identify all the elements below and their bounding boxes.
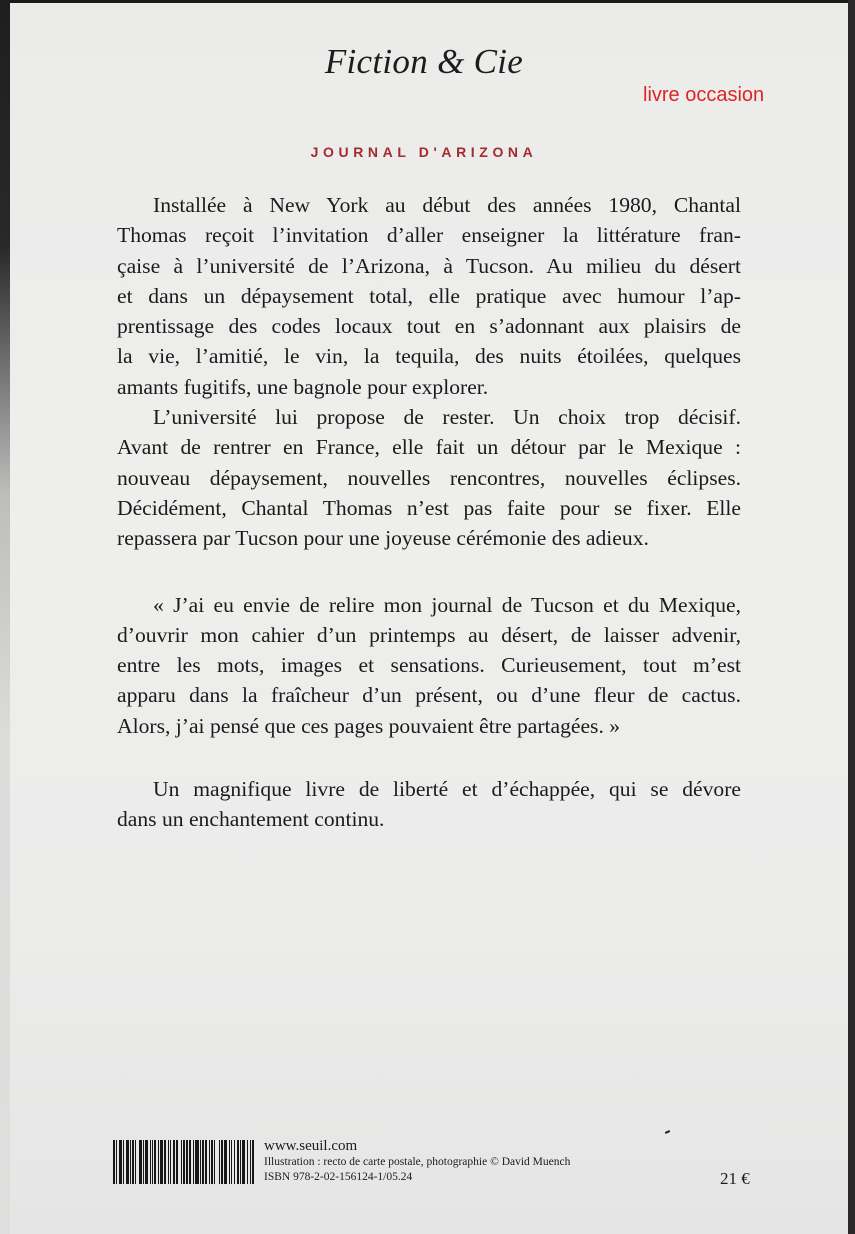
text-line: amants fugitifs, une bagnole pour explorer.	[117, 374, 489, 399]
text-line: Installée à New York au début des années 1980, Chantal	[153, 193, 741, 217]
book-title: JOURNAL D'ARIZONA	[310, 144, 538, 160]
text-line: Alors, j’ai pensé que ces pages pouvaient être partagées. »	[117, 713, 621, 738]
text-line: dans un enchantement continu.	[117, 807, 385, 832]
series-title: Fiction & Cie	[324, 42, 524, 81]
closing-paragraph	[117, 774, 741, 835]
text-line: Avant de rentrer en France, elle fait un détour par le Mexique :	[117, 435, 741, 460]
text-line: Un magnifique livre de liberté et d’échappée, qui se dévore	[153, 777, 741, 802]
barcode-bar	[254, 1140, 255, 1184]
paragraph-2	[117, 402, 741, 553]
text-line: çaise à l’université de l’Arizona, à Tucson. Au milieu du désert	[117, 253, 741, 278]
text-line: prentissage des codes locaux tout en s’adonnant aux plaisirs de	[117, 314, 741, 339]
publisher-website: www.seuil.com	[264, 1138, 358, 1154]
text-line: et dans un dépaysement total, elle pratique avec humour l’ap-	[117, 283, 741, 308]
paragraph-spacer	[117, 554, 741, 590]
text-line: apparu dans la fraîcheur d’un présent, ou d’une fleur de cactus.	[117, 683, 741, 708]
text-line: Décidément, Chantal Thomas n’est pas faite pour se fixer. Elle	[117, 495, 741, 520]
publisher-imprint	[264, 1137, 570, 1185]
used-book-label: livre occasion	[643, 84, 765, 106]
text-line: repassera par Tucson pour une joyeuse cérémonie des adieux.	[117, 526, 649, 551]
cover-right-edge	[848, 0, 855, 1234]
author-quote	[117, 590, 741, 741]
text-line: la vie, l’amitié, le vin, la tequila, des nuits étoilées, quelques	[117, 344, 741, 369]
text-line: entre les mots, images et sensations. Curieusement, tout m’est	[117, 653, 741, 678]
blurb-text	[117, 190, 741, 835]
text-line: Thomas reçoit l’invitation d’aller enseigner la littérature fran-	[117, 223, 741, 248]
paragraph-1	[117, 190, 741, 402]
price: 21 €	[720, 1169, 750, 1188]
cover-left-edge	[0, 0, 10, 1234]
illustration-credit: Illustration : recto de carte postale, photographie © David Muench	[264, 1156, 571, 1168]
text-line: L’université lui propose de rester. Un choix trop décisif.	[153, 405, 741, 430]
paragraph-spacer	[117, 741, 741, 774]
isbn: ISBN 978-2-02-156124-1/05.24	[264, 1171, 413, 1183]
text-line: nouveau dépaysement, nouvelles rencontres, nouvelles éclipses.	[117, 465, 741, 490]
text-line: « J’ai eu envie de relire mon journal de Tucson et du Mexique,	[153, 592, 741, 617]
text-line: d’ouvrir mon cahier d’un printemps au désert, de laisser advenir,	[117, 622, 741, 647]
barcode	[113, 1140, 256, 1184]
